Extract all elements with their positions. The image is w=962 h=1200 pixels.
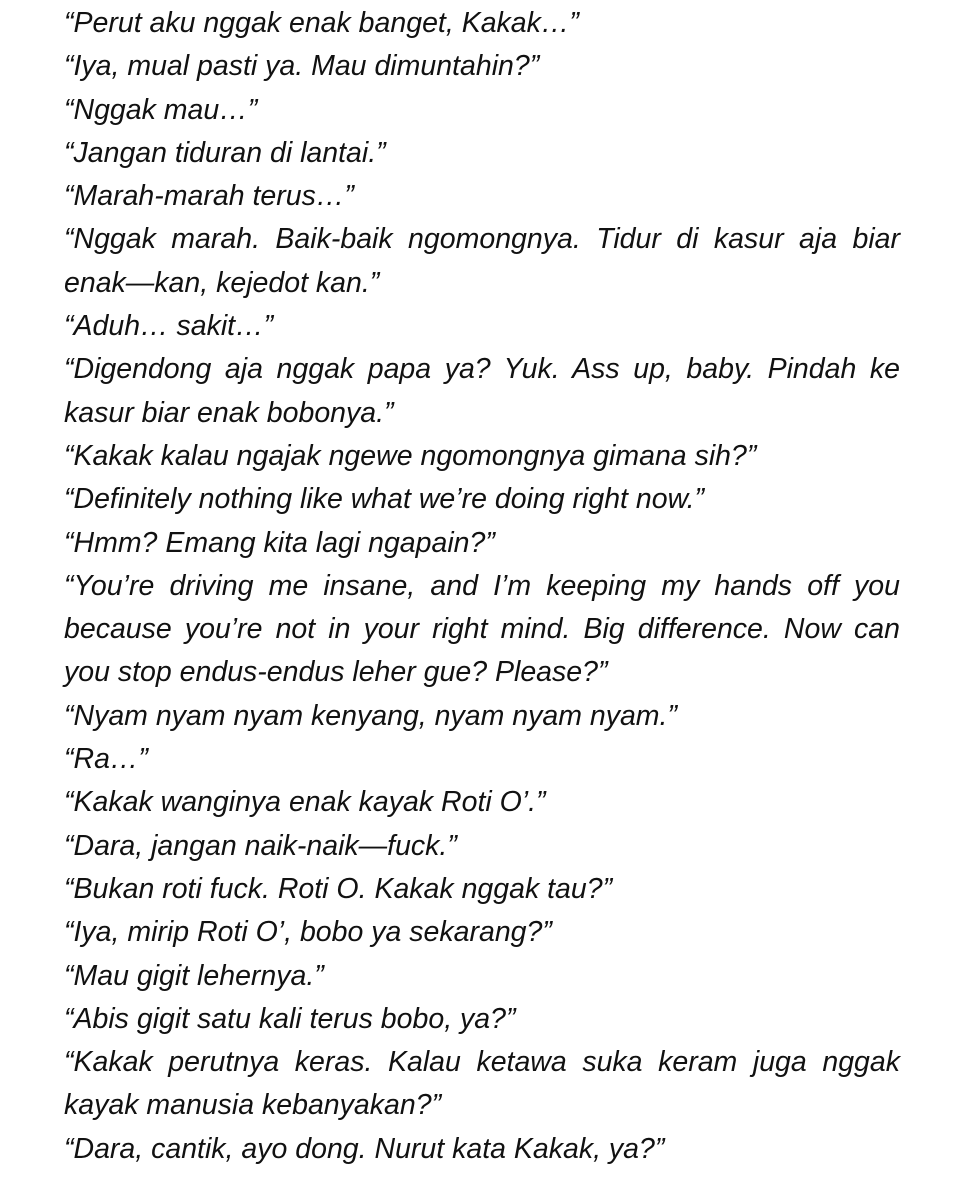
dialogue-line: “Hmm? Emang kita lagi ngapain?” xyxy=(64,526,495,559)
dialogue-line: “Digendong aja nggak papa ya? Yuk. Ass up, baby. Pindah ke kasur biar enak bobonya.” xyxy=(64,353,900,429)
dialogue-line: “Bukan roti fuck. Roti O. Kakak nggak tau?” xyxy=(64,872,613,905)
dialogue-line: “Kakak kalau ngajak ngewe ngomongnya gimana sih?” xyxy=(64,439,757,472)
dialogue-line: “Marah-marah terus…” xyxy=(64,180,354,213)
dialogue-line: “Dara, jangan naik-naik—fuck.” xyxy=(64,829,457,862)
dialogue-line: “Nyam nyam nyam kenyang, nyam nyam nyam.” xyxy=(64,699,677,732)
dialogue-line: “Aduh… sakit…” xyxy=(64,310,274,343)
dialogue-line: “Iya, mual pasti ya. Mau dimuntahin?” xyxy=(64,50,540,83)
dialogue-line: “Kakak wanginya enak kayak Roti O’.” xyxy=(64,786,546,819)
dialogue-line: “Nggak mau…” xyxy=(64,93,258,126)
dialogue-line: “Dara, cantik, ayo dong. Nurut kata Kakak, ya?” xyxy=(64,1132,665,1165)
dialogue-line: “Abis gigit satu kali terus bobo, ya?” xyxy=(64,1002,516,1035)
dialogue-line: “Mau gigit lehernya.” xyxy=(64,959,324,992)
dialogue-line: “You’re driving me insane, and I’m keeping my hands off you because you’re not in your right mind. Big difference. Now can you stop endus-endus leher gue? Please?” xyxy=(64,569,900,689)
dialogue-line: “Ra…” xyxy=(64,743,148,776)
dialogue-line: “Kakak perutnya keras. Kalau ketawa suka keram juga nggak kayak manusia kebanyakan?” xyxy=(64,1046,900,1122)
dialogue-line: “Definitely nothing like what we’re doing right now.” xyxy=(64,483,704,516)
dialogue-line: “Iya, mirip Roti O’, bobo ya sekarang?” xyxy=(64,916,552,949)
dialogue-text xyxy=(64,2,900,1171)
dialogue-line: “Nggak marah. Baik-baik ngomongnya. Tidur di kasur aja biar enak—kan, kejedot kan.” xyxy=(64,223,900,299)
dialogue-line: “Jangan tiduran di lantai.” xyxy=(64,136,386,169)
dialogue-line: “Perut aku nggak enak banget, Kakak…” xyxy=(64,7,579,39)
